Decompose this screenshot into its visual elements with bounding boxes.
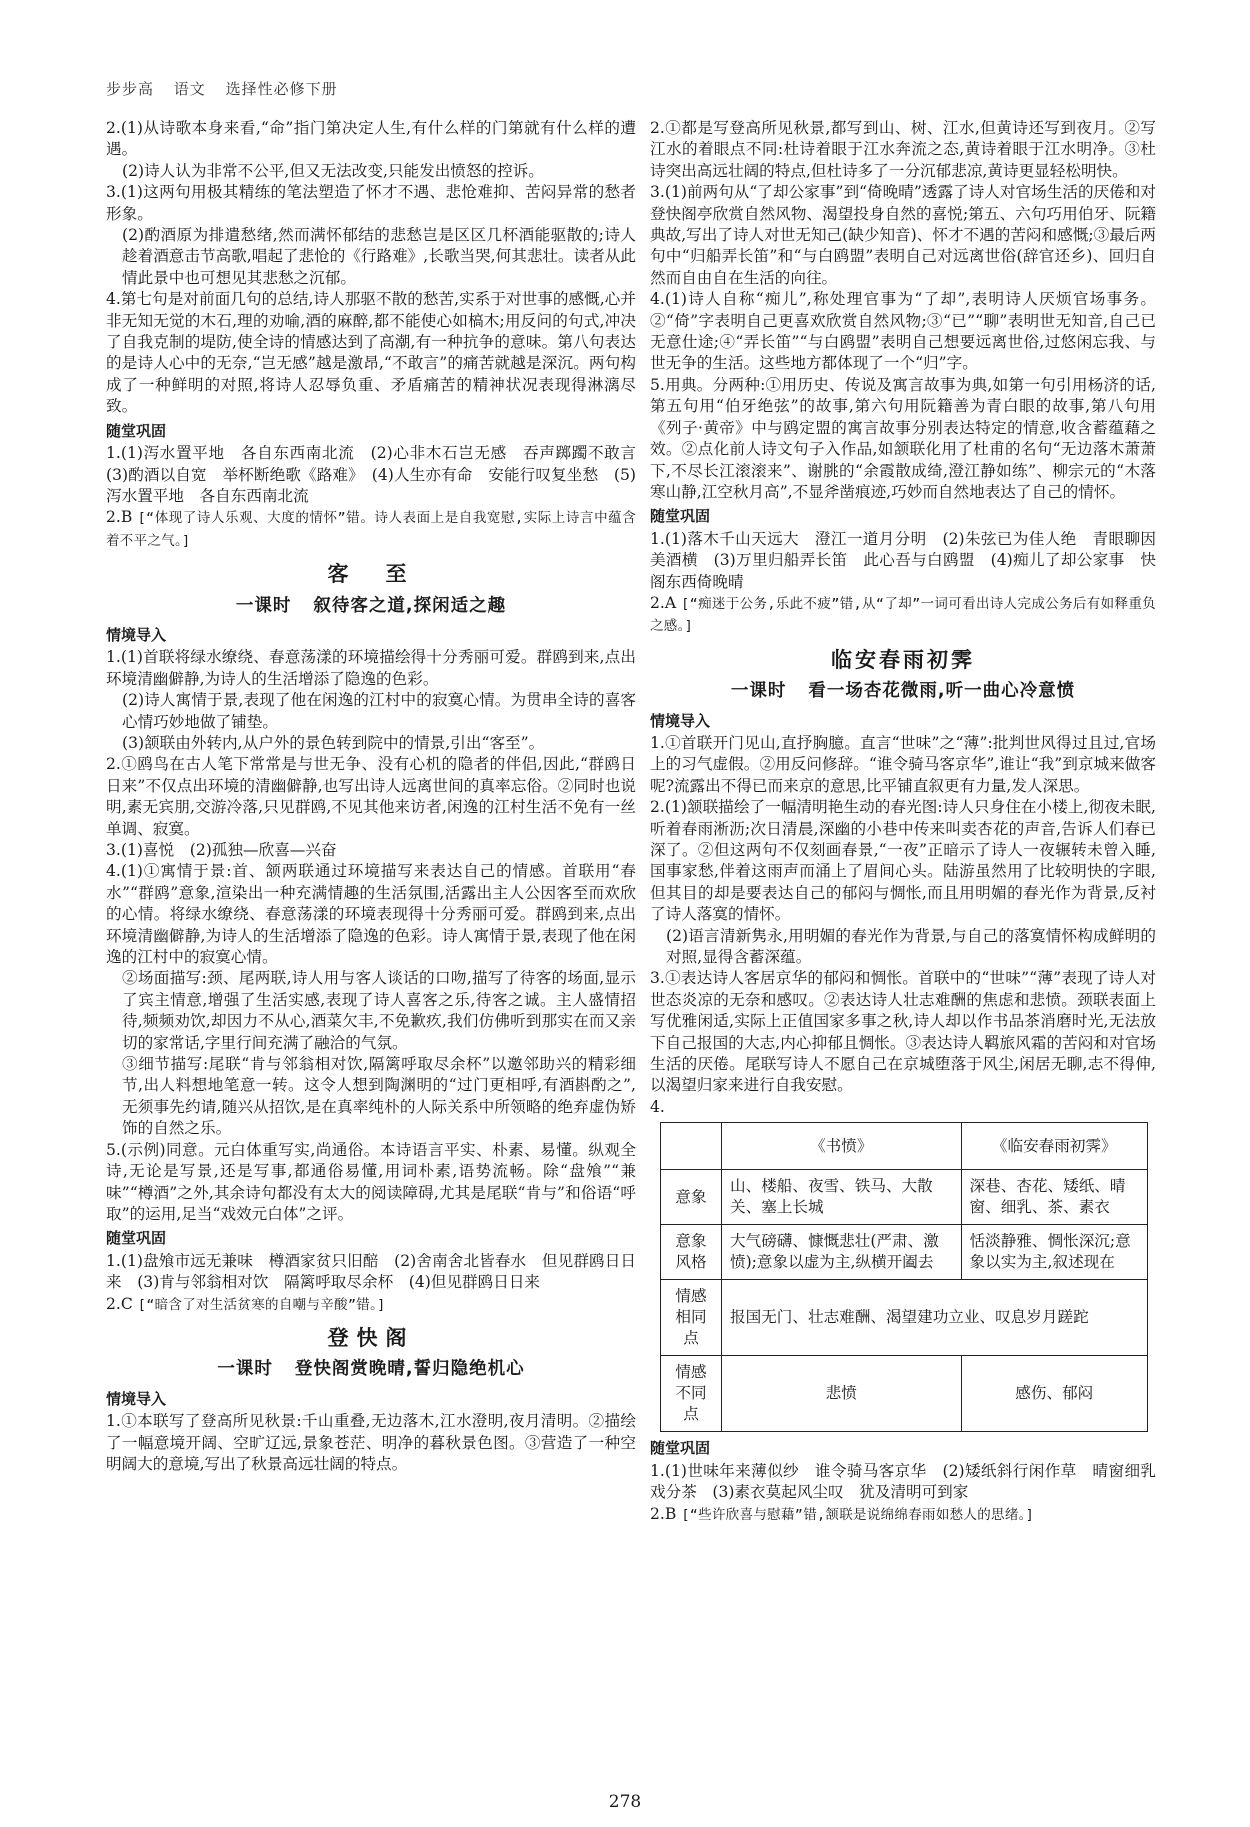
poem-title: 临安春雨初霁 xyxy=(831,647,975,672)
section-label-intro: 情境导入 xyxy=(106,625,167,644)
note-lead: 2.B xyxy=(106,508,133,527)
answer-item: 1.(1)泻水置平地 各自东西南北流 (2)心非木石岂无感 吞声踯躅不敢言 (3)酌酒以自宽 举杯断绝歌《路难》 (4)人生亦有命 安能行叹复坐愁 (5)泻水置平地 各自东西南北流 xyxy=(106,444,652,505)
answer-item: 1.(1)落木千山天远大 澄江一道月分明 (2)朱弦已为佳人绝 青眼聊因美酒横 (3)万里归船弄长笛 此心吾与白鸥盟 (4)痴儿了却公家事 快阁东西倚晚晴 xyxy=(650,529,1156,591)
answer-item: (2)诗人寓情于景,表现了他在闲逸的江村中的寂寞心情。为贯串全诗的喜客心情巧妙地做了铺垫。 xyxy=(122,691,636,731)
table-header-cell: 《临安春雨初霁》 xyxy=(961,1123,1147,1170)
answer-item: (2)酌酒原为排遣愁绪,然而满怀郁结的悲愁岂是区区几杯酒能驱散的;诗人趁着酒意击节高歌,唱起了悲怆的《行路难》,长歌当哭,何其悲壮。读者从此情此景中也可想见其悲愁之沉郁。 xyxy=(122,226,636,287)
section-label-practice: 随堂巩固 xyxy=(650,1439,711,1458)
note-text: [“暗含了对生活贫寒的自嘲与辛酸”错。] xyxy=(137,1296,386,1313)
lesson-theme: 叙待客之道,探闲适之趣 xyxy=(313,595,507,616)
lesson-subtitle xyxy=(106,1359,636,1380)
table-cell: 感伤、郁闷 xyxy=(961,1356,1147,1432)
row-header: 情感不同点 xyxy=(661,1356,722,1432)
answer-item: 1.①首联开门见山,直抒胸臆。直言“世味”之“薄”:批判世风得过且过,官场上的习气虚假。②用反问修辞。“谁令骑马客京华”,谁让“我”到京城来做客呢?流露出不得已而来京的意思,比平铺直叙更有力量,发人深思。 xyxy=(650,733,1156,795)
lesson-label: 一课时 xyxy=(217,1359,273,1380)
answer-item: 3.(1)这两句用极其精练的笔法塑造了怀才不遇、悲怆难抑、苦闷异常的愁者形象。 xyxy=(106,183,636,223)
lesson-subtitle xyxy=(650,681,1156,702)
note-text: [“些许欣喜与慰藉”错,颔联是说绵绵春雨如愁人的思绪。] xyxy=(681,1506,1035,1523)
answer-note xyxy=(650,1504,1156,1526)
answer-item: 2.①都是写登高所见秋景,都写到山、树、江水,但黄诗还写到夜月。②写江水的着眼点不同:杜诗着眼于江水奔流之态,黄诗着眼于江水明净。③杜诗突出高远壮阔的特点,但杜诗多了一分沉郁悲凉,黄诗更显轻松明快。 xyxy=(650,119,1156,180)
section-label-intro: 情境导入 xyxy=(106,1389,167,1408)
answer-item: 4.(1)诗人自称“痴儿”,称处理官事为“了却”,表明诗人厌烦官场事务。②“倚”字表明自己更喜欢欣赏自然风物;③“已”“聊”表明世无知音,自己已无意仕途;④“弄长笛”“与白鸥盟”表明自己想要远离世俗,过悠闲忘我、与世无争的生活。这些地方都体现了一个“归”字。 xyxy=(650,290,1156,373)
table-cell: 深巷、杏花、矮纸、晴窗、细乳、茶、素衣 xyxy=(961,1170,1147,1225)
table-corner xyxy=(661,1123,722,1170)
section-label-intro: 情境导入 xyxy=(650,711,711,730)
table-cell: 悲愤 xyxy=(722,1356,962,1432)
answer-item: 1.(1)世味年来薄似纱 谁令骑马客京华 (2)矮纸斜行闲作草 晴窗细乳戏分茶 (3)素衣莫起风尘叹 犹及清明可到家 xyxy=(650,1461,1156,1502)
poem-title: 登快阁 xyxy=(327,1325,415,1350)
answer-item: 5.(示例)同意。元白体重写实,尚通俗。本诗语言平实、朴素、易懂。纵观全诗,无论是写景,还是写事,都通俗易懂,用词朴素,语势流畅。除“盘飧”“兼味”“樽酒”之外,其余诗句都没有太大的阅读障碍,尤其是尾联“肯与”和俗语“呼取”的运用,足当“戏效元白体”之评。 xyxy=(106,1140,636,1223)
left-column xyxy=(106,118,652,1475)
table-row xyxy=(661,1280,1148,1356)
answer-item: 1.(1)首联将绿水缭绕、春意荡漾的环境描绘得十分秀丽可爱。群鸥到来,点出环境清幽僻静,为诗人的生活增添了隐逸的色彩。 xyxy=(106,648,636,688)
poem-title: 客 至 xyxy=(327,562,415,587)
answer-item: 1.(1)盘飧市远无兼味 樽酒家贫只旧醅 (2)舍南舍北皆春水 但见群鸥日日来 (3)肯与邻翁相对饮 隔篱呼取尽余杯 (4)但见群鸥日日来 xyxy=(106,1251,636,1292)
answer-item: (3)颔联由外转内,从户外的景色转到院中的情景,引出“客至”。 xyxy=(122,733,545,752)
header-brand: 步步高 xyxy=(106,80,155,98)
lesson-subtitle xyxy=(106,596,636,617)
lesson-theme: 看一场杏花微雨,听一曲心冷意愤 xyxy=(808,681,1076,702)
section-label-practice: 随堂巩固 xyxy=(106,1229,167,1248)
header-book: 选择性必修下册 xyxy=(225,80,338,98)
table-cell: 大气磅礴、慷慨悲壮(严肃、激愤);意象以虚为主,纵横开阖去 xyxy=(722,1225,962,1280)
answer-item: (2)诗人认为非常不公平,但又无法改变,只能发出愤怒的控诉。 xyxy=(122,161,544,180)
comparison-table xyxy=(660,1122,1148,1432)
answer-item: ③细节描写:尾联“肯与邻翁相对饮,隔篱呼取尽余杯”以邀邻助兴的精彩细节,出人料想地笔意一转。这令人想到陶渊明的“过门更相呼,有酒斟酌之”,无须事先约请,随兴从招饮,是在真率纯朴的人际关系中所领略的绝弃虚伪矫饰的自然之乐。 xyxy=(122,1055,636,1138)
section-label-practice: 随堂巩固 xyxy=(650,507,711,526)
row-header: 意象 xyxy=(661,1170,722,1225)
row-header: 意象风格 xyxy=(661,1225,722,1280)
running-header xyxy=(106,78,352,99)
section-label-practice: 随堂巩固 xyxy=(106,421,167,440)
answer-item: 2.(1)从诗歌本身来看,“命”指门第决定人生,有什么样的门第就有什么样的遭遇。 xyxy=(106,119,636,159)
answer-item: 3.(1)喜悦 (2)孤独—欣喜—兴奋 xyxy=(106,841,337,859)
lesson-theme: 登快阁赏晚晴,誓归隐绝机心 xyxy=(294,1359,525,1380)
table-header-cell: 《书愤》 xyxy=(722,1123,962,1170)
table-cell: 恬淡静雅、惆怅深沉;意象以实为主,叙述现在 xyxy=(961,1225,1147,1280)
note-lead: 2.C xyxy=(106,1294,133,1313)
table-cell: 报国无门、壮志难酬、渴望建功立业、叹息岁月蹉跎 xyxy=(722,1280,1148,1356)
page-number: 278 xyxy=(608,1792,642,1812)
table-row xyxy=(661,1356,1148,1432)
answer-item: 2.(1)颔联描绘了一幅清明艳生动的春光图:诗人只身住在小楼上,彻夜未眠,听着春雨淅沥;次日清晨,深幽的小巷中传来叫卖杏花的声音,告诉人们春已深了。②但这两句不仅刻画春景,“一夜”正暗示了诗人一夜辗转未曾入睡,国事家愁,伴着这雨声而涌上了眉间心头。陆游虽然用了比较明快的字眼,但其目的却是要表达自己的郁闷与惆怅,而且用明媚的春光作为背景,反衬了诗人落寞的情怀。 xyxy=(650,798,1156,924)
lesson-label: 一课时 xyxy=(730,681,787,702)
answer-item: (2)语言清新隽永,用明媚的春光作为背景,与自己的落寞情怀构成鲜明的对照,显得含蓄深蕴。 xyxy=(666,926,1156,967)
table-cell: 山、楼船、夜雪、铁马、大散关、塞上长城 xyxy=(722,1170,962,1225)
answer-item: 3.(1)前两句从“了却公家事”到“倚晚晴”透露了诗人对官场生活的厌倦和对登快阁亭欣赏自然风物、渴望投身自然的喜悦;第五、六句巧用伯牙、阮籍典故,写出了诗人对世无知己(缺少知音)、怀才不遇的苦闷和感慨;③最后两句中“归船弄长笛”和“与白鸥盟”表明自己对远离世俗(辞官还乡)、回归自然而自由自在生活的向往。 xyxy=(650,183,1156,287)
note-lead: 2.A xyxy=(650,593,677,612)
note-text: [“痴迷于公务,乐此不疲”错,从“了却”一词可看出诗人完成公务后有如释重负之感。] xyxy=(650,595,1156,635)
table-row xyxy=(661,1225,1148,1280)
answer-item: 3.①表达诗人客居京华的郁闷和惆怅。首联中的“世味”“薄”表现了诗人对世态炎凉的无奈和感叹。②表达诗人壮志难酬的焦虑和悲愤。颈联表面上写优雅闲适,实际上正值国家多事之秋,诗人却以作书品茶消磨时光,无法放下自己报国的大志,内心抑郁且惆怅。③表达诗人羁旅风霜的苦闷和对官场生活的厌倦。尾联写诗人不愿自己在京城堕落于风尘,闲居无聊,志不得伸,以渴望归家来进行自我安慰。 xyxy=(650,969,1156,1095)
note-lead: 2.B xyxy=(650,1504,677,1523)
answer-item: 4.第七句是对前面几句的总结,诗人那驱不散的愁苦,实系于对世事的感慨,心并非无知无觉的木石,理的劝喻,酒的麻醉,都不能使心如槁木;用反问的句式,冲决了自我克制的堤防,使全诗的情感达到了高潮,有一种抗争的意味。第八句表达的是诗人心中的无奈,“岂无感”越是激昂,“不敢言”的痛苦就越是深沉。两句构成了一种鲜明的对照,将诗人忍辱负重、矛盾痛苦的精神状况表现得淋漓尽致。 xyxy=(106,290,636,416)
table-row xyxy=(661,1170,1148,1225)
answer-note xyxy=(650,593,1156,638)
answer-item: 4.(1)①寓情于景:首、颔两联通过环境描写来表达自己的情感。首联用“春水”“群鸥”意象,渲染出一种充满情趣的生活氛围,活露出主人公因客至而欢欣的心情。将绿水缭绕、春意荡漾的环境表现得十分秀丽可爱。群鸥到来,点出环境清幽僻静,为诗人的生活增添了隐逸的色彩。诗人寓情于景,表现了他在闲逸的江村中的寂寞心情。 xyxy=(106,862,636,967)
answer-item: 5.用典。分两种:①用历史、传说及寓言故事为典,如第一句引用杨济的话,第五句用“伯牙绝弦”的故事,第六句用阮籍善为青白眼的故事,第八句用《列子·黄帝》中与鸥定盟的寓言故事分别表达特定的情意,收含蓄蕴藉之效。②点化前人诗文句子入作品,如颔联化用了杜甫的名句“无边落木萧萧下,不尽长江滚滚来”、谢朓的“余霞散成绮,澄江静如练”、柳宗元的“木落寒山静,江空秋月高”,不显斧凿痕迹,巧妙而自然地表达了自己的情怀。 xyxy=(650,375,1156,501)
table-lead: 4. xyxy=(650,1097,665,1116)
answer-item: 1.①本联写了登高所见秋景:千山重叠,无边落木,江水澄明,夜月清明。②描绘了一幅意境开阔、空旷辽远,景象苍茫、明净的暮秋景色图。③营造了一种空明阔大的意境,写出了秋景高远壮阔的特点。 xyxy=(106,1412,636,1473)
answer-note xyxy=(106,1294,636,1316)
table-header-row xyxy=(661,1123,1148,1170)
answer-item: ②场面描写:颈、尾两联,诗人用与客人谈话的口吻,描写了待客的场面,显示了宾主情意,增强了生活实感,表现了诗人喜客之乐,待客之诚。主人盛情招待,频频劝饮,却因力不从心,酒菜欠丰,不免歉疚,我们仿佛听到那实在而又亲切的家常话,字里行间充满了融洽的气氛。 xyxy=(122,969,636,1052)
answer-item: 2.①鸥鸟在古人笔下常常是与世无争、没有心机的隐者的伴侣,因此,“群鸥日日来”不仅点出环境的清幽僻静,也写出诗人远离世间的真率忘俗。②同时也说明,素无宾朋,交游冷落,只见群鸥,不见其他来访者,闲逸的江村生活不免有一丝单调、寂寞。 xyxy=(106,755,636,838)
row-header: 情感相同点 xyxy=(661,1280,722,1356)
header-subject: 语文 xyxy=(173,80,206,98)
lesson-label: 一课时 xyxy=(235,595,292,616)
note-text: [“体现了诗人乐观、大度的情怀”错。诗人表面上是自我宽慰,实际上诗言中蕴含着不平之气。] xyxy=(106,510,636,549)
right-column xyxy=(650,118,1156,1526)
answer-note xyxy=(106,507,636,552)
